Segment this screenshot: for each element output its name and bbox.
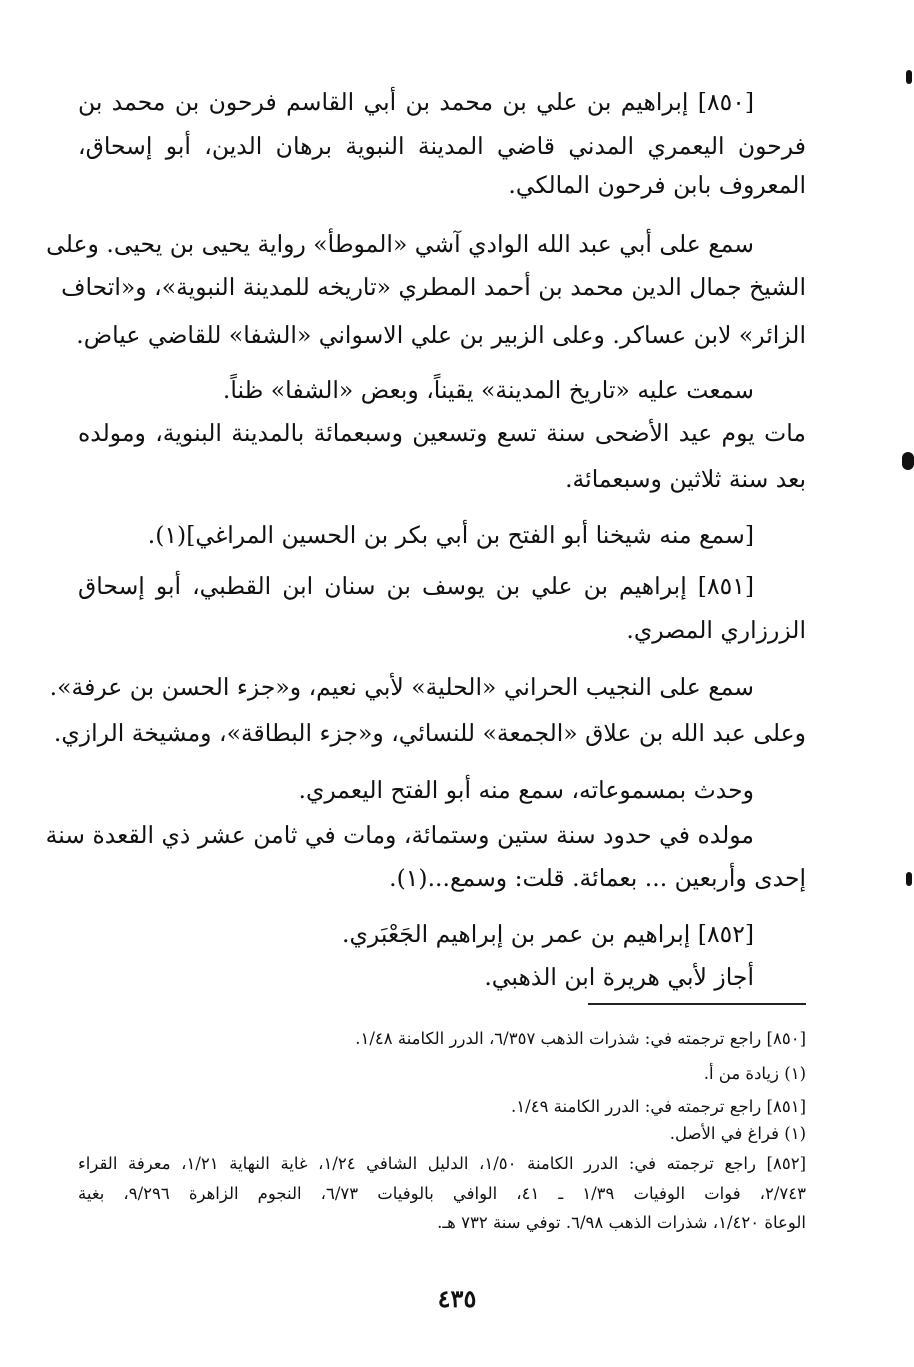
entry-852-heading: [٨٥٢] إبراهيم بن عمر بن إبراهيم الجَعْبَري. (342, 920, 754, 948)
entry-850-line: المعروف بابن فرحون المالكي. (508, 171, 806, 199)
footnote: ٢/٧٤٣، فوات الوفيات ١/٣٩ ـ ٤١، الوافي بالوفيات ٦/٧٣، النجوم الزاهرة ٩/٢٩٦، بغية (78, 1184, 807, 1203)
footnote: [٨٥١] راجع ترجمته في: الدرر الكامنة ١/٤٩. (511, 1097, 806, 1116)
entry-850-line: مات يوم عيد الأضحى سنة تسع وتسعين وسبعمائة بالمدينة البنوية، ومولده (78, 419, 806, 447)
entry-850-line: فرحون اليعمري المدني قاضي المدينة النبوية برهان الدين، أبو إسحاق، (78, 132, 806, 160)
entry-851-heading: [٨٥١] إبراهيم بن علي بن يوسف بن سنان ابن القطبي، أبو إسحاق (78, 572, 754, 600)
footnote-separator (588, 1003, 806, 1005)
page-number: ٤٣٥ (437, 1284, 477, 1313)
entry-851-line: وعلى عبد الله بن علاق «الجمعة» للنسائي، و«جزء البطاقة»، ومشيخة الرازي. (53, 719, 806, 747)
punch-hole-mark (902, 452, 914, 470)
footnote: [٨٥٠] راجع ترجمته في: شذرات الذهب ٦/٣٥٧، الدرر الكامنة ١/٤٨. (355, 1029, 806, 1048)
entry-852-line: أجاز لأبي هريرة ابن الذهبي. (484, 963, 754, 991)
entry-851-line: وحدث بمسموعاته، سمع منه أبو الفتح اليعمري. (298, 776, 754, 804)
entry-850-line: سمع على أبي عبد الله الوادي آشي «الموطأ» رواية يحيى بن يحيى. وعلى (46, 230, 754, 258)
entry-850-addition: [سمع منه شيخنا أبو الفتح بن أبي بكر بن الحسين المراغي](١). (147, 521, 754, 549)
scan-mark (906, 70, 912, 84)
entry-850-line: الزائر» لابن عساكر. وعلى الزبير بن علي الاسواني «الشفا» للقاضي عياض. (76, 321, 806, 349)
entry-851-line: الزرزاري المصري. (626, 616, 806, 644)
scan-mark (906, 872, 912, 886)
entry-850-line: الشيخ جمال الدين محمد بن أحمد المطري «تاريخه للمدينة النبوية»، و«اتحاف (61, 273, 806, 301)
entry-850-heading: [٨٥٠] إبراهيم بن علي بن محمد بن أبي القاسم فرحون بن محمد بن (78, 88, 754, 116)
entry-851-line: إحدى وأربعين ... بعمائة. قلت: وسمع...(١). (389, 864, 806, 892)
entry-851-line: مولده في حدود سنة ستين وستمائة، ومات في ثامن عشر ذي القعدة سنة (45, 821, 754, 849)
footnote: (١) فراغ في الأصل. (669, 1124, 806, 1143)
entry-851-line: سمع على النجيب الحراني «الحلية» لأبي نعيم، و«جزء الحسن بن عرفة». (49, 673, 754, 701)
footnote: [٨٥٢] راجع ترجمته في: الدرر الكامنة ١/٥٠، الدليل الشافي ١/٢٤، غاية النهاية ١/٢١، معرفة القراء (78, 1154, 807, 1173)
footnote: (١) زيادة من أ. (703, 1064, 806, 1083)
footnote: الوعاة ١/٤٢٠، شذرات الذهب ٦/٩٨. توفي سنة ٧٣٢ هـ. (437, 1213, 806, 1232)
entry-850-line: بعد سنة ثلاثين وسبعمائة. (565, 465, 806, 493)
entry-850-line: سمعت عليه «تاريخ المدينة» يقيناً، وبعض «الشفا» ظناً. (222, 376, 754, 404)
